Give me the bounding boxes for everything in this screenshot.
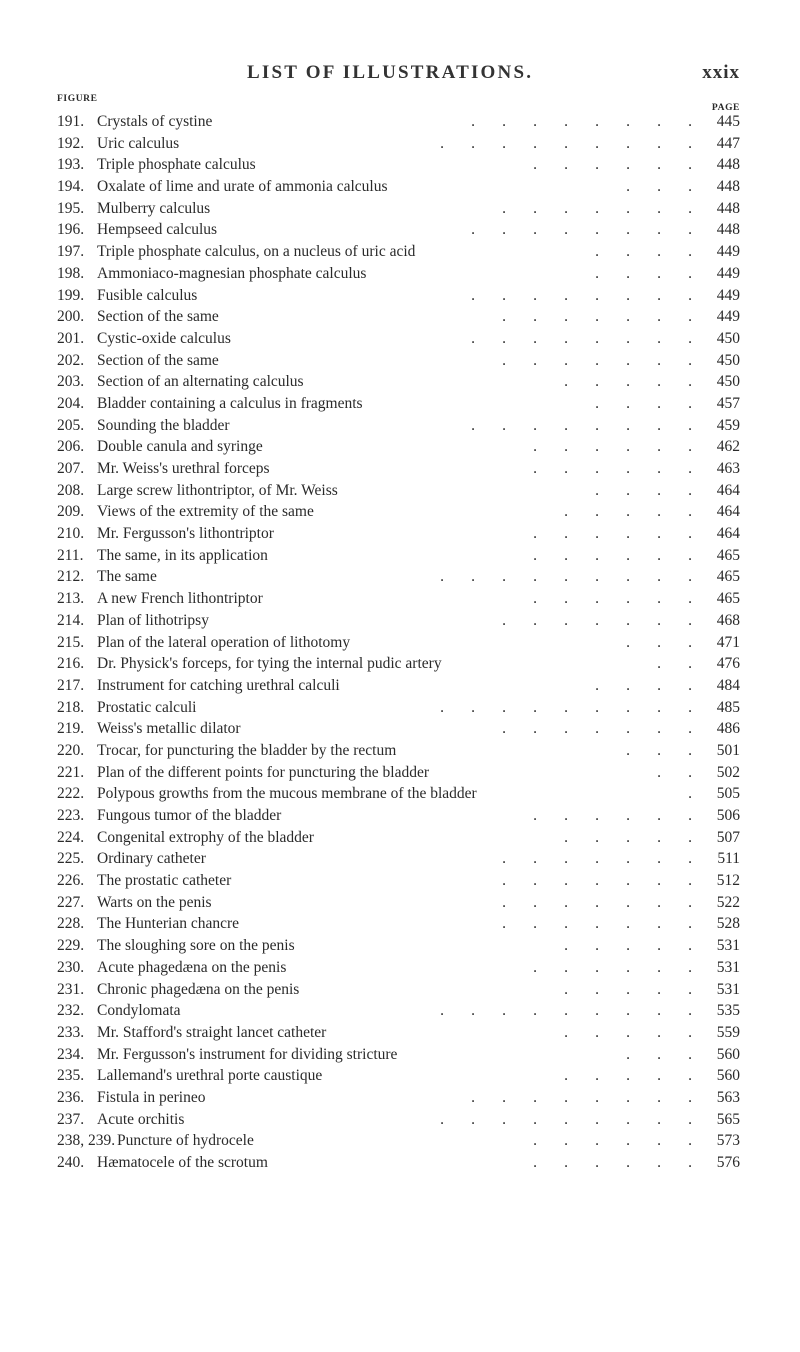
list-item (0, 263, 800, 285)
figure-title: Ammoniaco-magnesian phosphate calculus (97, 264, 367, 282)
dot-leader: . . . . . . . . . (440, 134, 692, 152)
page-reference: 448 (716, 156, 740, 174)
figure-number: 220. (57, 741, 85, 759)
list-item (0, 219, 800, 241)
page-reference: 464 (716, 525, 740, 543)
figure-number: 228. (57, 915, 85, 933)
page-reference: 507 (716, 828, 740, 846)
figure-title: Condylomata (97, 1002, 181, 1020)
page-reference: 501 (716, 741, 740, 759)
dot-leader: . . . . . . . (502, 351, 692, 369)
illustrations-list (0, 111, 800, 1174)
page-reference: 447 (716, 134, 740, 152)
figure-number: 233. (57, 1023, 85, 1041)
dot-leader: . (688, 785, 692, 803)
dot-leader: . . . . . . . . (471, 416, 692, 434)
dot-leader: . . . . . . . . (471, 329, 692, 347)
figure-title: Section of the same (97, 308, 219, 326)
figure-title: Fistula in perineo (97, 1088, 206, 1106)
running-title: LIST OF ILLUSTRATIONS. (247, 62, 534, 83)
figure-number: 235. (57, 1067, 85, 1085)
dot-leader: . . . . . . . . (471, 113, 692, 130)
list-item (0, 241, 800, 263)
list-item (0, 566, 800, 588)
list-item (0, 632, 800, 654)
figure-number: 199. (57, 286, 85, 304)
figure-title: Section of an alternating calculus (97, 373, 304, 391)
figure-title: The sloughing sore on the penis (97, 937, 295, 955)
figure-number: 222. (57, 785, 85, 803)
figure-number: 232. (57, 1002, 85, 1020)
page-reference: 476 (716, 655, 740, 673)
dot-leader: . . . . . . . . (471, 221, 692, 239)
dot-leader: . . . . (595, 394, 692, 412)
figure-number: 209. (57, 503, 85, 521)
dot-leader: . . . . . (564, 937, 692, 955)
dot-leader: . . . . . . (533, 460, 692, 477)
page-reference: 468 (716, 611, 740, 629)
figure-column-heading: FIGURE (57, 94, 98, 104)
list-item (0, 675, 800, 697)
figure-number: 197. (57, 243, 85, 261)
list-item (0, 1065, 800, 1087)
figure-number: 192. (57, 134, 85, 152)
figure-number: 200. (57, 308, 85, 326)
dot-leader: . . . . . . . (502, 720, 692, 738)
figure-title: Congenital extrophy of the bladder (97, 828, 314, 846)
dot-leader: . . . . . . (533, 958, 692, 976)
page-reference: 449 (716, 308, 740, 326)
list-item (0, 913, 800, 935)
list-item (0, 1109, 800, 1131)
list-item (0, 393, 800, 415)
page-reference: 465 (716, 568, 740, 586)
dot-leader: . . . . . . . . . (440, 568, 692, 586)
page-reference: 528 (716, 915, 740, 933)
figure-title: Uric calculus (97, 134, 180, 152)
dot-leader: . . . . . . . . . (440, 698, 692, 716)
list-item (0, 111, 800, 133)
figure-title: Dr. Physick's forceps, for tying the internal pudic artery (97, 655, 442, 673)
figure-number: 191. (57, 113, 85, 130)
page-reference: 486 (716, 720, 740, 738)
list-item (0, 415, 800, 437)
dot-leader: . . . . . . . (502, 872, 692, 890)
list-item (0, 458, 800, 480)
dot-leader: . . . . . . . (502, 893, 692, 911)
figure-number: 224. (57, 828, 85, 846)
dot-leader: . . . . . . (533, 546, 692, 564)
figure-title: Hæmatocele of the scrotum (97, 1154, 268, 1171)
page-reference: 565 (716, 1110, 740, 1128)
list-item (0, 501, 800, 523)
figure-number: 204. (57, 394, 85, 412)
figure-number: 203. (57, 373, 85, 391)
figure-number: 211. (57, 546, 84, 564)
figure-title: Section of the same (97, 351, 219, 369)
page-reference: 573 (716, 1132, 740, 1150)
dot-leader: . . . . . . . . . (440, 1110, 692, 1128)
page-reference: 471 (716, 633, 740, 651)
page-reference: 511 (717, 850, 740, 868)
figure-number: 227. (57, 893, 85, 911)
dot-leader: . . . . (595, 264, 692, 282)
dot-leader: . . . (626, 178, 692, 196)
list-item (0, 827, 800, 849)
figure-title: Instrument for catching urethral calculi (97, 676, 340, 694)
dot-leader: . . . . . . (533, 438, 692, 456)
figure-title: Chronic phagedæna on the penis (97, 980, 300, 998)
figure-number: 223. (57, 807, 85, 824)
figure-number: 198. (57, 264, 85, 282)
figure-title: The Hunterian chancre (97, 915, 240, 933)
dot-leader: . . . . . (564, 503, 692, 521)
page-reference: 465 (716, 590, 740, 608)
figure-title: Plan of the lateral operation of lithotomy (97, 633, 351, 651)
page-number: xxix (702, 62, 740, 83)
figure-title: Mr. Fergusson's instrument for dividing stricture (97, 1045, 398, 1063)
page-reference: 465 (716, 546, 740, 564)
figure-title: Triple phosphate calculus (97, 156, 256, 174)
dot-leader: . . . (626, 633, 692, 651)
page-reference: 449 (716, 264, 740, 282)
dot-leader: . . . . . . (533, 156, 692, 174)
figure-number: 216. (57, 655, 85, 673)
figure-number: 214. (57, 611, 85, 629)
list-item (0, 545, 800, 567)
list-item (0, 1044, 800, 1066)
figure-title: Hempseed calculus (97, 221, 218, 239)
figure-title: Plan of lithotripsy (97, 611, 209, 629)
figure-title: Oxalate of lime and urate of ammonia calculus (97, 178, 388, 196)
list-item (0, 957, 800, 979)
figure-title: Fungous tumor of the bladder (97, 807, 282, 824)
figure-number: 234. (57, 1045, 85, 1063)
list-item (0, 198, 800, 220)
list-item (0, 371, 800, 393)
dot-leader: . . . . . . . (502, 850, 692, 868)
page-reference: 563 (716, 1088, 740, 1106)
page-reference: 449 (716, 286, 740, 304)
figure-number: 194. (57, 178, 85, 196)
list-item (0, 176, 800, 198)
dot-leader: . . . (626, 1045, 692, 1063)
figure-number: 225. (57, 850, 85, 868)
dot-leader: . . . . . (564, 373, 692, 391)
figure-title: Puncture of hydrocele (117, 1132, 254, 1150)
figure-title: Mr. Fergusson's lithontriptor (97, 525, 274, 543)
dot-leader: . . . . (595, 243, 692, 261)
page-reference: 445 (716, 113, 740, 130)
list-item (0, 653, 800, 675)
list-item (0, 610, 800, 632)
list-item (0, 979, 800, 1001)
page-reference: 464 (716, 481, 740, 499)
list-item (0, 740, 800, 762)
figure-number: 196. (57, 221, 85, 239)
list-item (0, 935, 800, 957)
dot-leader: . . (657, 655, 692, 673)
page-reference: 522 (716, 893, 740, 911)
page-reference: 576 (716, 1154, 740, 1171)
list-item (0, 154, 800, 176)
list-item (0, 1152, 800, 1174)
figure-number: 218. (57, 698, 85, 716)
figure-number: 207. (57, 460, 85, 477)
list-item (0, 848, 800, 870)
figure-number: 206. (57, 438, 85, 456)
list-item (0, 718, 800, 740)
dot-leader: . . (657, 763, 692, 781)
list-item (0, 1130, 800, 1152)
page-reference: 448 (716, 221, 740, 239)
figure-number: 236. (57, 1088, 85, 1106)
figure-number: 219. (57, 720, 85, 738)
figure-title: Acute phagedæna on the penis (97, 958, 287, 976)
page-reference: 531 (716, 958, 740, 976)
figure-number: 215. (57, 633, 85, 651)
figure-title: Views of the extremity of the same (97, 503, 314, 521)
figure-number: 201. (57, 329, 85, 347)
figure-title: Mulberry calculus (97, 199, 211, 217)
figure-title: Weiss's metallic dilator (97, 720, 241, 738)
figure-title: Ordinary catheter (97, 850, 206, 868)
dot-leader: . . . . . . (533, 1132, 692, 1150)
dot-leader: . . . . . . . . (471, 1088, 692, 1106)
figure-number: 226. (57, 872, 85, 890)
page-reference: 450 (716, 373, 740, 391)
page-reference: 512 (716, 872, 740, 890)
list-item (0, 870, 800, 892)
list-item (0, 1087, 800, 1109)
page-reference: 448 (716, 178, 740, 196)
dot-leader: . . . . (595, 481, 692, 499)
figure-title: Sounding the bladder (97, 416, 230, 434)
figure-title: The prostatic catheter (97, 872, 232, 890)
figure-title: The same (97, 568, 157, 586)
figure-number: 229. (57, 937, 85, 955)
list-item (0, 285, 800, 307)
page-reference: 506 (716, 807, 740, 824)
page-reference: 560 (716, 1067, 740, 1085)
figure-title: Polypous growths from the mucous membrane of the bladder (97, 785, 477, 803)
page-reference: 531 (716, 980, 740, 998)
page-reference: 485 (716, 698, 740, 716)
figure-number: 205. (57, 416, 85, 434)
figure-number: 202. (57, 351, 85, 369)
list-item (0, 805, 800, 827)
figure-title: Mr. Stafford's straight lancet catheter (97, 1023, 327, 1041)
page-reference: 450 (716, 329, 740, 347)
list-item (0, 350, 800, 372)
figure-number: 240. (57, 1154, 85, 1171)
page-reference: 462 (716, 438, 740, 456)
list-item (0, 480, 800, 502)
dot-leader: . . . . . . . . . (440, 1002, 692, 1020)
figure-number: 213. (57, 590, 85, 608)
figure-number: 195. (57, 199, 85, 217)
page-reference: 457 (716, 394, 740, 412)
figure-title: Crystals of cystine (97, 113, 213, 130)
list-item (0, 892, 800, 914)
list-item (0, 762, 800, 784)
column-headings (0, 94, 800, 113)
page-reference: 448 (716, 199, 740, 217)
page-reference: 535 (716, 1002, 740, 1020)
dot-leader: . . . . . . . (502, 611, 692, 629)
running-head (0, 62, 800, 86)
figure-number: 208. (57, 481, 85, 499)
figure-title: Warts on the penis (97, 893, 212, 911)
dot-leader: . . . . . (564, 828, 692, 846)
dot-leader: . . . . . . . (502, 308, 692, 326)
page-reference: 559 (716, 1023, 740, 1041)
figure-number: 210. (57, 525, 85, 543)
figure-title: Double canula and syringe (97, 438, 263, 456)
page-reference: 459 (716, 416, 740, 434)
list-item (0, 436, 800, 458)
list-item (0, 1022, 800, 1044)
list-item (0, 328, 800, 350)
list-item (0, 306, 800, 328)
list-item (0, 133, 800, 155)
figure-title: Mr. Weiss's urethral forceps (97, 460, 270, 477)
figure-title: Prostatic calculi (97, 698, 197, 716)
dot-leader: . . . . . . (533, 807, 692, 824)
dot-leader: . . . . . . . (502, 199, 692, 217)
list-item (0, 1000, 800, 1022)
page-reference: 484 (716, 676, 740, 694)
figure-number: 230. (57, 958, 85, 976)
figure-number: 193. (57, 156, 85, 174)
figure-title: Acute orchitis (97, 1110, 185, 1128)
figure-number: 237. (57, 1110, 85, 1128)
figure-number: 217. (57, 676, 85, 694)
dot-leader: . . . . . (564, 1067, 692, 1085)
page-reference: 464 (716, 503, 740, 521)
figure-number: 212. (57, 568, 85, 586)
figure-title: Lallemand's urethral porte caustique (97, 1067, 323, 1085)
list-item (0, 523, 800, 545)
figure-title: A new French lithontriptor (97, 590, 263, 608)
figure-title: Bladder containing a calculus in fragments (97, 394, 363, 412)
figure-title: The same, in its application (97, 546, 268, 564)
page-column-heading: PAGE (711, 103, 740, 113)
dot-leader: . . . (626, 741, 692, 759)
list-item (0, 697, 800, 719)
page-reference: 502 (716, 763, 740, 781)
dot-leader: . . . . . . . (502, 915, 692, 933)
dot-leader: . . . . . . (533, 590, 692, 608)
figure-number: 238, 239. (57, 1132, 116, 1150)
page-reference: 505 (716, 785, 740, 803)
page-reference: 560 (716, 1045, 740, 1063)
dot-leader: . . . . . . (533, 525, 692, 543)
dot-leader: . . . . . (564, 1023, 692, 1041)
dot-leader: . . . . (595, 676, 692, 694)
page-reference: 450 (716, 351, 740, 369)
figure-number: 221. (57, 763, 85, 781)
dot-leader: . . . . . . (533, 1154, 692, 1171)
figure-title: Triple phosphate calculus, on a nucleus of uric acid (97, 243, 416, 261)
figure-number: 231. (57, 980, 85, 998)
figure-title: Large screw lithontriptor, of Mr. Weiss (97, 481, 338, 499)
page-reference: 449 (716, 243, 740, 261)
figure-title: Trocar, for puncturing the bladder by the rectum (97, 741, 397, 759)
figure-title: Cystic-oxide calculus (97, 329, 231, 347)
list-item (0, 783, 800, 805)
list-item (0, 588, 800, 610)
dot-leader: . . . . . . . . (471, 286, 692, 304)
figure-title: Plan of the different points for puncturing the bladder (97, 763, 430, 781)
dot-leader: . . . . . (564, 980, 692, 998)
page-reference: 463 (716, 460, 740, 477)
page-reference: 531 (716, 937, 740, 955)
figure-title: Fusible calculus (97, 286, 198, 304)
